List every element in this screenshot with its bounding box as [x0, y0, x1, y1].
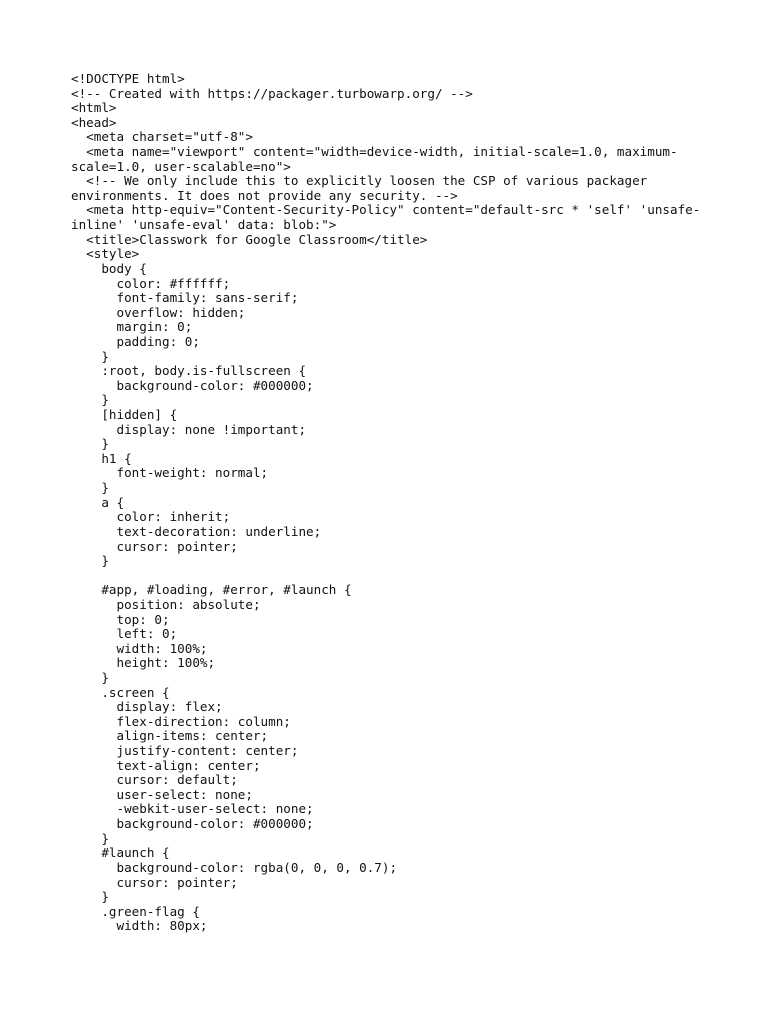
- code-line: [71, 569, 711, 584]
- code-line: }: [71, 436, 109, 452]
- code-line: <meta name="viewport" content="width=device-width, initial-scale=1.0, maximum-: [71, 144, 678, 160]
- code-line: a {: [71, 494, 125, 510]
- code-line: body {: [71, 260, 147, 276]
- code-line: left: 0;: [71, 626, 178, 642]
- code-line: font-weight: normal;: [71, 465, 269, 481]
- code-line: top: 0;: [71, 611, 170, 627]
- code-line: justify-content: center;: [71, 743, 299, 759]
- code-line: environments. It does not provide any security. -->: [71, 187, 458, 203]
- code-line: <!DOCTYPE html>: [71, 71, 185, 86]
- source-code-block: [71, 72, 711, 934]
- code-line: width: 100%;: [71, 640, 208, 656]
- code-line: inline' 'unsafe-eval' data: blob:">: [71, 217, 337, 233]
- code-line: overflow: hidden;: [71, 304, 246, 320]
- code-line: #app, #loading, #error, #launch {: [71, 582, 352, 598]
- code-line: flex-direction: column;: [71, 713, 291, 729]
- code-line: [hidden] {: [71, 407, 178, 423]
- code-line: text-align: center;: [71, 757, 261, 773]
- code-line: display: none !important;: [71, 421, 307, 437]
- code-line: scale=1.0, user-scalable=no">: [71, 158, 291, 174]
- code-line: background-color: rgba(0, 0, 0, 0.7);: [71, 859, 398, 875]
- code-line: }: [71, 669, 109, 685]
- code-line: :root, body.is-fullscreen {: [71, 363, 307, 379]
- code-line: <style>: [71, 246, 140, 262]
- code-line: background-color: #000000;: [71, 816, 314, 832]
- code-line: }: [71, 480, 109, 496]
- code-line: }: [71, 392, 109, 408]
- code-line: .green-flag {: [71, 903, 200, 919]
- code-line: font-family: sans-serif;: [71, 290, 299, 306]
- code-line: color: inherit;: [71, 509, 231, 525]
- code-line: user-select: none;: [71, 786, 253, 802]
- code-line: color: #ffffff;: [71, 275, 231, 291]
- code-line: #launch {: [71, 845, 170, 861]
- code-line: cursor: pointer;: [71, 538, 238, 554]
- code-line: position: absolute;: [71, 596, 261, 612]
- code-line: }: [71, 830, 109, 846]
- code-line: margin: 0;: [71, 319, 193, 335]
- code-line: <meta http-equiv="Content-Security-Policy" content="default-src * 'self' 'unsafe-: [71, 202, 701, 218]
- code-line: background-color: #000000;: [71, 377, 314, 393]
- code-line: }: [71, 553, 109, 569]
- code-line: -webkit-user-select: none;: [71, 801, 314, 817]
- code-line: cursor: pointer;: [71, 874, 238, 890]
- code-line: }: [71, 889, 109, 905]
- code-line: cursor: default;: [71, 772, 238, 788]
- code-line: <!-- Created with https://packager.turbowarp.org/ -->: [71, 85, 473, 101]
- code-line: <!-- We only include this to explicitly loosen the CSP of various packager: [71, 173, 648, 189]
- code-line: <head>: [71, 114, 117, 130]
- code-line: align-items: center;: [71, 728, 269, 744]
- code-line: height: 100%;: [71, 655, 216, 671]
- code-line: width: 80px;: [71, 918, 208, 934]
- code-line: h1 {: [71, 450, 132, 466]
- code-line: padding: 0;: [71, 333, 200, 349]
- code-line: }: [71, 348, 109, 364]
- code-line: display: flex;: [71, 699, 223, 715]
- code-line: <meta charset="utf-8">: [71, 129, 253, 145]
- code-line: .screen {: [71, 684, 170, 700]
- code-line: <html>: [71, 100, 117, 116]
- code-line: text-decoration: underline;: [71, 523, 322, 539]
- code-line: <title>Classwork for Google Classroom</title>: [71, 231, 428, 247]
